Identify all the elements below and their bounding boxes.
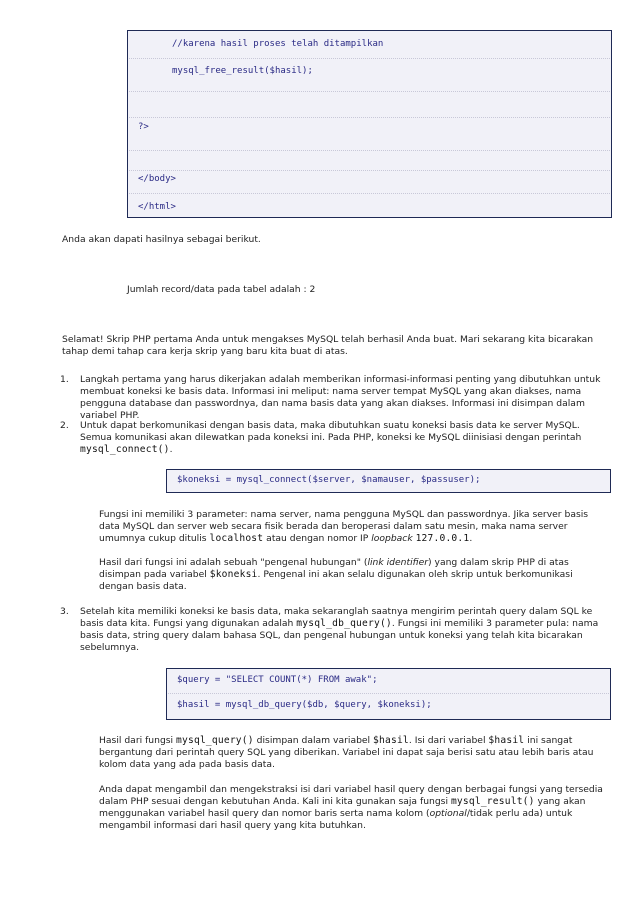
code-line: $hasil = mysql_db_query($db, $query, $koneksi); <box>177 700 432 710</box>
list-text: . <box>169 444 173 455</box>
code-divider <box>129 150 610 151</box>
list-text: Setelah kita memiliki koneksi ke basis data, maka sekaranglah saatnya mengirim perintah query dalam SQL ke basis data kita. Fungsi yang digunakan adalah <box>80 606 593 629</box>
paragraph-text: /tidak perlu ada) untuk mengambil informasi dari hasil query yang kita butuhkan. <box>99 808 573 831</box>
inline-code: mysql_db_query() <box>296 618 392 629</box>
query-code-block <box>166 668 611 720</box>
code-divider <box>168 693 609 694</box>
paragraph-text: . Pengenal ini akan selalu digunakan oleh skrip untuk berkomunikasi dengan basis data. <box>99 569 573 592</box>
paragraph-text: disimpan dalam variabel <box>253 735 374 746</box>
code-line: $koneksi = mysql_connect($server, $namauser, $passuser); <box>177 475 481 485</box>
paragraph-text: . <box>469 533 473 544</box>
code-line: </body> <box>138 174 176 184</box>
intro-text: Anda akan dapati hasilnya sebagai berikut. <box>62 234 261 245</box>
list-number: 1. <box>60 374 69 385</box>
code-line: $query = "SELECT COUNT(*) FROM awak"; <box>177 675 378 685</box>
code-divider <box>129 91 610 92</box>
paragraph-text: Fungsi ini memiliki 3 parameter: nama server, nama pengguna MySQL dan passwordnya. Jika server basis data MySQL dan server web secara fisik berada dan beroperasi dalam satu mesin, maka nama server umumnya cukup ditulis <box>99 509 589 544</box>
inline-code: $hasil <box>373 735 409 746</box>
connect-explain-paragraph <box>99 509 604 545</box>
code-divider <box>129 170 610 171</box>
list-item <box>60 374 602 422</box>
top-code-block <box>127 30 612 218</box>
inline-code: $koneksi <box>209 569 258 580</box>
paragraph-text: Anda dapat mengambil dan mengekstraksi isi dari variabel hasil query dengan berbagai fungsi yang tersedia dalam PHP sesuai dengan kebutuhan Anda. Kali ini kita gunakan saja fungsi <box>99 784 603 807</box>
list-item <box>60 420 602 456</box>
list-number: 3. <box>60 606 69 617</box>
inline-code: mysql_query() <box>176 735 254 746</box>
paragraph-text: yang akan menggunakan variabel hasil query dan nomor baris serta nama kolom ( <box>99 796 586 819</box>
code-line: mysql_free_result($hasil); <box>172 66 313 76</box>
link-identifier-paragraph <box>99 557 604 593</box>
italic-term: optional <box>429 808 467 819</box>
inline-code: $hasil <box>488 735 525 746</box>
list-item <box>60 606 602 654</box>
paragraph-text: Hasil dari fungsi <box>99 735 177 746</box>
paragraph-text: . Isi dari variabel <box>408 735 489 746</box>
italic-term: loopback <box>371 533 413 544</box>
code-line: ?> <box>138 122 149 132</box>
code-divider <box>129 117 610 118</box>
output-text: Jumlah record/data pada tabel adalah : 2 <box>127 284 316 295</box>
paragraph-text: ) yang dalam skrip PHP di atas disimpan pada variabel <box>99 557 569 580</box>
paragraph-text: ini sangat bergantung dari perintah query SQL yang diberikan. Variabel ini dapat saja berisi satu atau lebih baris atau kolom data yang ada pada basis data. <box>99 735 594 770</box>
code-line: //karena hasil proses telah ditampilkan <box>172 39 384 49</box>
connect-code-block <box>166 469 611 493</box>
inline-code: mysql_connect() <box>80 444 170 455</box>
code-divider <box>129 58 610 59</box>
congrats-paragraph: Selamat! Skrip PHP pertama Anda untuk mengakses MySQL telah berhasil Anda buat. Mari sekarang kita bicarakan tahap demi tahap cara kerja skrip yang baru kita buat di atas. <box>62 334 594 357</box>
list-text: Untuk dapat berkomunikasi dengan basis data, maka dibutuhkan suatu koneksi basis data ke server MySQL. Semua komunikasi akan dilewatkan pada koneksi ini. Pada PHP, koneksi ke MySQL diinisiasi dengan perintah <box>80 420 582 443</box>
code-divider <box>129 193 610 194</box>
list-number: 2. <box>60 420 69 431</box>
inline-code: mysql_result() <box>450 796 535 807</box>
query-result-paragraph <box>99 735 604 771</box>
extract-paragraph <box>99 784 604 832</box>
inline-code: 127.0.0.1 <box>415 533 470 544</box>
code-line: </html> <box>138 202 176 212</box>
list-text: Langkah pertama yang harus dikerjakan adalah memberikan informasi-informasi penting yang dibutuhkan untuk membuat koneksi ke basis data. Informasi ini meliput: nama server tempat MySQL yang akan diakses, nama pengguna database dan passwordnya, dan nama basis data yang akan diakses. Informasi ini disimpan dalam variabel PHP. <box>80 374 601 421</box>
paragraph-text: atau dengan nomor IP <box>263 533 372 544</box>
list-text: . Fungsi ini memiliki 3 parameter pula: nama basis data, string query dalam bahasa SQL, dan pengenal hubungan untuk koneksi yang telah kita bicarakan sebelumnya. <box>80 618 599 653</box>
inline-code: localhost <box>209 533 264 544</box>
italic-term: link identifier <box>367 557 429 568</box>
paragraph-text: Hasil dari fungsi ini adalah sebuah "pengenal hubungan" ( <box>99 557 368 568</box>
